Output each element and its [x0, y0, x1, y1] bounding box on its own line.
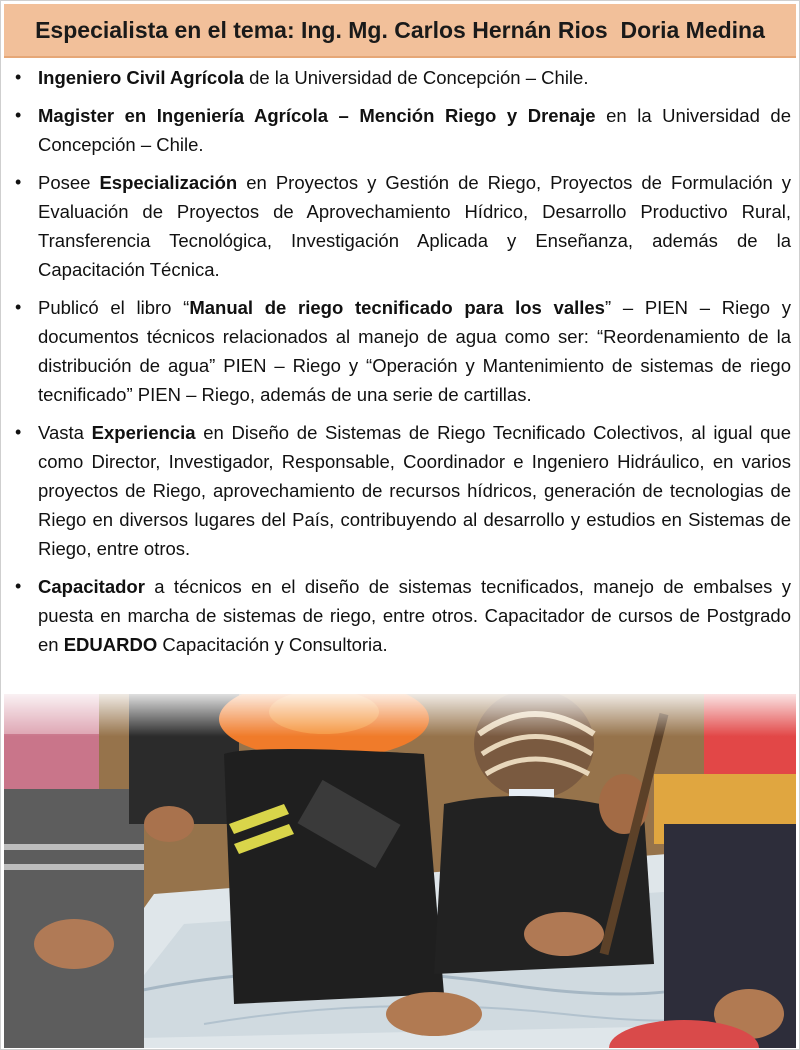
page-title: Especialista en el tema: Ing. Mg. Carlos Hernán Rios Doria Medina	[35, 16, 765, 43]
bio-text: de la Universidad de Concepción – Chile.	[243, 67, 589, 88]
bullet-icon: •	[15, 67, 22, 87]
bio-text: en Diseño de Sistemas de Riego Tecnificado Colectivos, al igual que como Director, Investigador, Responsable, Coordinador e Ingeniero Hidráulico, en varios proyectos de Riego, aprovechamiento de recursos hídricos, generación de tecnologias de Riego en diversos lugares del País, contribuyendo al desarrollo y estudios en Sistemas de Riego, entre otros.	[38, 422, 791, 559]
bio-bold-text: Experiencia	[91, 422, 196, 443]
field-photo	[4, 694, 796, 1048]
bio-text: Posee	[38, 172, 100, 193]
bio-text: ” – PIEN – Riego y documentos técnicos relacionados al manejo de agua como ser: “Reordenamiento de la distribución de agua” PIEN – Riego y “Operación y Mantenimiento de sistemas de riego tecnificado” PIEN – Riego, además de una serie de cartillas.	[38, 297, 791, 405]
bullet-icon: •	[15, 172, 22, 192]
bio-text: Publicó el libro “	[38, 297, 190, 318]
bio-item	[11, 572, 791, 659]
bio-text: Vasta	[38, 422, 92, 443]
bio-bold-text: Ingeniero Civil Agrícola	[38, 67, 244, 88]
bio-text: en la Universidad de Concepción – Chile.	[38, 105, 791, 155]
bio-bold-text: Manual de riego tecnificado para los valles	[189, 297, 605, 318]
bio-text: a técnicos en el diseño de sistemas tecnificados, manejo de embalses y puesta en marcha de sistemas de riego, entre otros. Capacitador de cursos de Postgrado en	[38, 576, 791, 655]
bio-item	[11, 293, 791, 409]
bullet-icon: •	[15, 422, 22, 442]
bio-bold-text: EDUARDO	[63, 634, 158, 655]
bullet-icon: •	[15, 576, 22, 596]
bio-text: en Proyectos y Gestión de Riego, Proyectos de Formulación y Evaluación de Proyectos de Aprovechamiento Hídrico, Desarrollo Productivo Rural, Transferencia Tecnológica, Investigación Aplicada y Enseñanza, además de la Capacitación Técnica.	[38, 172, 791, 280]
bio-list	[11, 63, 791, 668]
bio-bold-text: Especialización	[99, 172, 238, 193]
bullet-icon: •	[15, 105, 22, 125]
header-banner	[4, 4, 796, 58]
field-photo-illustration	[4, 694, 796, 1048]
bio-item	[11, 63, 791, 92]
bio-bold-text: Capacitador	[38, 576, 145, 597]
bio-bold-text: Magister en Ingeniería Agrícola – Mención Riego y Drenaje	[38, 105, 596, 126]
bullet-icon: •	[15, 297, 22, 317]
bio-item	[11, 101, 791, 159]
bio-item	[11, 168, 791, 284]
bio-text: Capacitación y Consultoria.	[157, 634, 388, 655]
bio-item	[11, 418, 791, 563]
